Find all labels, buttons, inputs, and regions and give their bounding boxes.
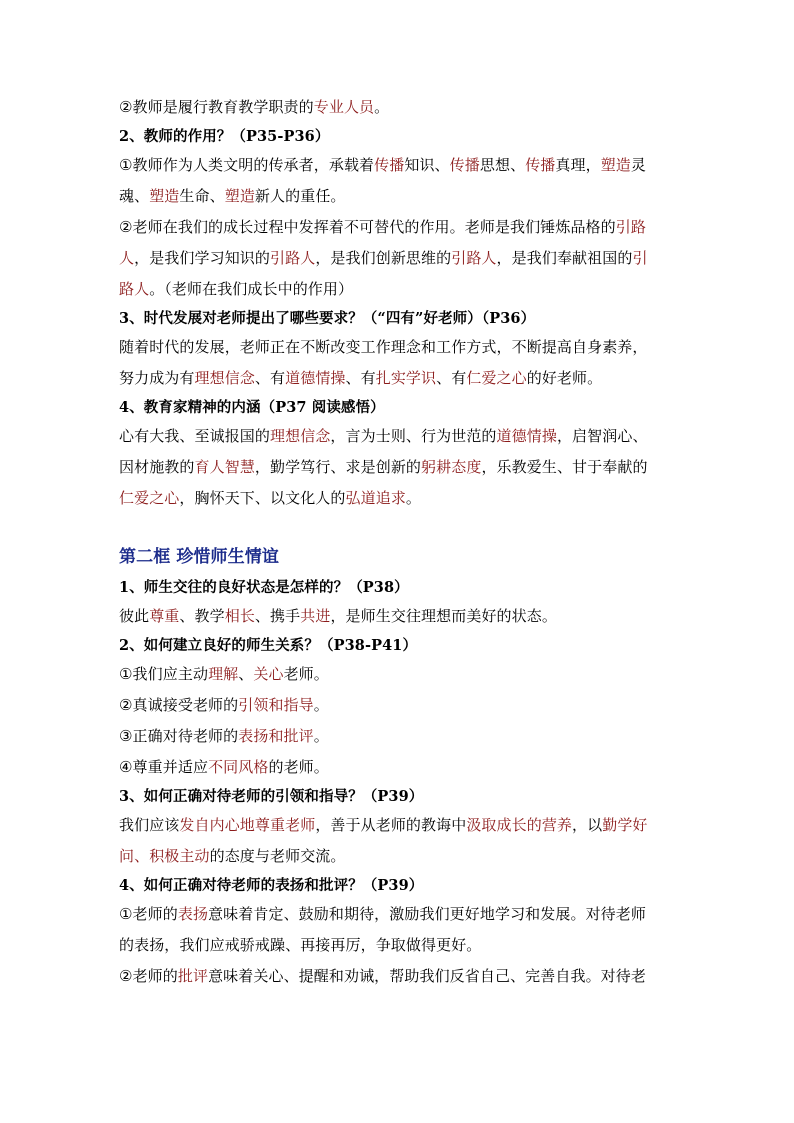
highlighted-term: 共进 <box>300 607 331 625</box>
highlighted-term: 道德情操 <box>496 427 557 445</box>
highlighted-term: 道德情操 <box>285 369 346 387</box>
text-segment: 2、教师的作用？（P35-P36） <box>119 128 330 145</box>
section-title <box>119 541 679 574</box>
text-segment: ①教师作为人类文明的传承者，承载着 <box>119 156 375 174</box>
highlighted-term: 引领和指导 <box>238 696 314 714</box>
text-segment: 。 <box>313 727 329 745</box>
text-segment: ，是我们学习知识的 <box>134 249 271 267</box>
highlighted-term: 扎实学识 <box>375 369 437 387</box>
paragraph-line <box>119 841 679 872</box>
text-segment: 思想、 <box>479 156 526 174</box>
paragraph-line <box>119 212 679 243</box>
highlighted-term: 传播 <box>525 156 556 174</box>
text-segment: 知识、 <box>404 156 450 174</box>
paragraph-line <box>119 810 679 841</box>
text-segment: 真理， <box>555 156 601 174</box>
text-segment: 的好老师。 <box>526 369 603 387</box>
text-segment: 、有 <box>254 369 286 387</box>
highlighted-term: 人 <box>119 249 135 267</box>
highlighted-term: 塑造 <box>149 187 180 205</box>
highlighted-term: 仁爱之心 <box>466 369 527 387</box>
paragraph-line <box>119 363 679 394</box>
highlighted-term: 理解 <box>208 665 239 683</box>
highlighted-term: 引路 <box>615 218 646 236</box>
text-segment: ，乐教爱生、甘于奉献的 <box>481 458 648 476</box>
text-segment: 、有 <box>436 369 467 387</box>
highlighted-term: 表扬 <box>177 905 209 923</box>
text-segment: ，是我们奉献祖国的 <box>496 249 633 267</box>
paragraph-line <box>119 150 679 181</box>
text-segment: 3、如何正确对待老师的引领和指导？（P39） <box>119 788 424 805</box>
highlighted-term: 弘道追求 <box>345 489 406 507</box>
question-heading <box>119 123 679 150</box>
paragraph-line <box>119 181 679 212</box>
text-segment: ②教师是履行教育教学职责的 <box>119 98 314 116</box>
text-segment: 。 <box>313 696 329 714</box>
text-segment: 。 <box>405 489 422 507</box>
text-segment: ②真诚接受老师的 <box>119 696 239 714</box>
text-segment: 生命、 <box>179 187 225 205</box>
text-segment: 意味着关心、提醒和劝诫，帮助我们反省自己、完善自我。对待老 <box>208 967 646 985</box>
paragraph-line <box>119 659 679 690</box>
text-segment: 的态度与老师交流。 <box>209 847 346 865</box>
question-heading <box>119 783 679 810</box>
highlighted-term: 问、积极主动 <box>119 847 210 865</box>
text-segment: 彼此 <box>119 607 150 625</box>
highlighted-term: 塑造 <box>600 156 631 174</box>
text-segment: 的老师。 <box>268 758 329 776</box>
paragraph-line <box>119 483 679 514</box>
highlighted-term: 躬耕态度 <box>421 458 482 476</box>
text-segment: ，善于从老师的教诲中 <box>315 816 467 834</box>
text-segment: ，言为士则、行为世范的 <box>330 427 497 445</box>
highlighted-term: 发自内心地尊重老师 <box>179 816 316 834</box>
paragraph-line <box>119 930 679 961</box>
text-segment: ，是我们创新思维的 <box>315 249 452 267</box>
text-segment: ①老师的 <box>119 905 178 923</box>
text-segment: 4、如何正确对待老师的表扬和批评？（P39） <box>119 877 424 894</box>
text-segment: 3、时代发展对老师提出了哪些要求？（“四有”好老师）（P36） <box>119 310 536 327</box>
highlighted-term: 引 <box>632 249 648 267</box>
highlighted-term: 相长 <box>224 607 255 625</box>
text-segment: 、 <box>238 665 254 683</box>
highlighted-term: 路人 <box>119 280 150 298</box>
highlighted-term: 引路人 <box>270 249 316 267</box>
highlighted-term: 不同风格 <box>208 758 269 776</box>
highlighted-term: 批评 <box>177 967 209 985</box>
text-segment: 2、如何建立良好的师生关系？（P38-P41） <box>119 637 418 654</box>
question-heading <box>119 305 679 332</box>
highlighted-term: 仁爱之心 <box>119 489 180 507</box>
highlighted-term: 表扬和批评 <box>238 727 314 745</box>
text-segment: 意味着肯定、鼓励和期待，激励我们更好地学习和发展。对待老师 <box>208 905 646 923</box>
text-segment: 、有 <box>345 369 376 387</box>
text-segment: 努力成为有 <box>119 369 195 387</box>
text-segment: 新人的重任。 <box>254 187 346 205</box>
paragraph-line <box>119 601 679 632</box>
highlighted-term: 理想信念 <box>270 427 331 445</box>
paragraph-line <box>119 961 679 992</box>
text-segment: ，是师生交往理想而美好的状态。 <box>330 607 557 625</box>
question-heading <box>119 574 679 601</box>
paragraph-line <box>119 421 679 452</box>
highlighted-term: 传播 <box>449 156 480 174</box>
text-segment: 老师。 <box>283 665 329 683</box>
paragraph-line <box>119 332 679 363</box>
highlighted-term: 引路人 <box>451 249 497 267</box>
text-segment: ，胸怀天下、以文化人的 <box>179 489 346 507</box>
text-segment: ，启智润心、 <box>556 427 648 445</box>
text-segment: 。 <box>374 98 390 116</box>
question-heading <box>119 872 679 899</box>
paragraph-line <box>119 899 679 930</box>
text-segment: 、教学 <box>179 607 225 625</box>
text-segment: 4、教育家精神的内涵（P37 阅读感悟） <box>119 399 385 416</box>
highlighted-term: 传播 <box>374 156 405 174</box>
highlighted-term: 专业人员 <box>313 98 375 116</box>
text-segment: 1、师生交往的良好状态是怎样的？（P38） <box>119 579 409 596</box>
text-segment: 心有大我、至诚报国的 <box>119 427 271 445</box>
paragraph-line <box>119 92 679 123</box>
text-segment: 因材施教的 <box>119 458 195 476</box>
highlighted-term: 勤学好 <box>602 816 648 834</box>
text-segment: 魂、 <box>119 187 150 205</box>
text-segment: 的表扬，我们应戒骄戒躁、再接再厉，争取做得更好。 <box>119 936 482 954</box>
paragraph-line <box>119 243 679 274</box>
text-segment: ④尊重并适应 <box>119 758 209 776</box>
highlighted-term: 关心 <box>253 665 284 683</box>
text-segment: ②老师在我们的成长过程中发挥着不可替代的作用。老师是我们锤炼品格的 <box>119 218 616 236</box>
paragraph-line <box>119 752 679 783</box>
highlighted-term: 育人智慧 <box>194 458 255 476</box>
document-page <box>119 92 679 992</box>
text-segment: ①我们应主动 <box>119 665 209 683</box>
text-segment: 灵 <box>630 156 647 174</box>
paragraph-line <box>119 452 679 483</box>
highlighted-term: 尊重 <box>149 607 180 625</box>
text-segment: 第二框 珍惜师生情谊 <box>119 547 279 567</box>
text-segment: ②老师的 <box>119 967 178 985</box>
text-segment: 我们应该 <box>119 816 180 834</box>
paragraph-line <box>119 274 679 305</box>
text-segment: ，以 <box>572 816 603 834</box>
text-segment: ③正确对待老师的 <box>119 727 239 745</box>
text-segment: 。（老师在我们成长中的作用） <box>149 280 354 298</box>
paragraph-line <box>119 721 679 752</box>
text-segment: 随着时代的发展，老师正在不断改变工作理念和工作方式，不断提高自身素养， <box>119 338 648 356</box>
text-segment: ，勤学笃行、求是创新的 <box>254 458 422 476</box>
question-heading <box>119 394 679 421</box>
highlighted-term: 理想信念 <box>194 369 255 387</box>
text-segment: 、携手 <box>254 607 301 625</box>
highlighted-term: 塑造 <box>224 187 255 205</box>
paragraph-line <box>119 690 679 721</box>
question-heading <box>119 632 679 659</box>
highlighted-term: 汲取成长的营养 <box>466 816 573 834</box>
